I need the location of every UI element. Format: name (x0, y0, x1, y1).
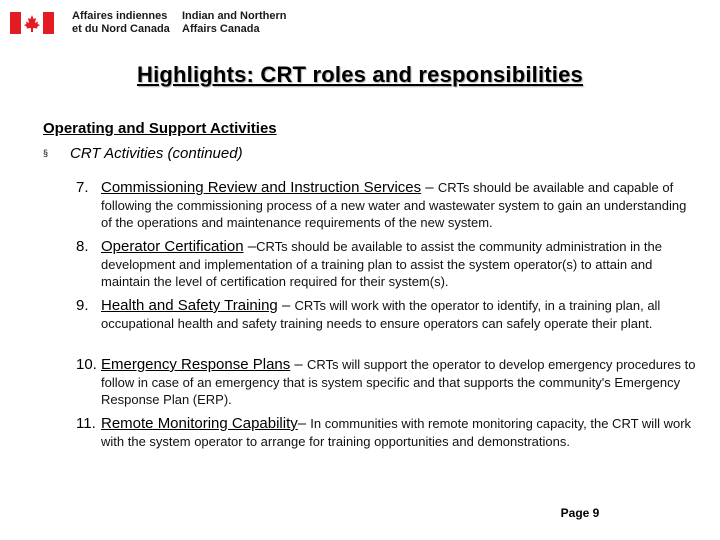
item-number: 8. (76, 238, 89, 255)
item-separator: – (290, 356, 307, 373)
list-item (76, 238, 696, 291)
item-content (101, 356, 696, 409)
item-text: CRTs will support the operator to develop emergency procedures to follow in case of an emergency that is system specific and that supports the community's Emergency Response Plan (ERP). (101, 357, 696, 407)
list-item (76, 356, 696, 409)
item-content (101, 238, 696, 291)
item-number: 9. (76, 297, 89, 314)
item-lead: Commissioning Review and Instruction Services (101, 179, 422, 196)
item-separator: – (297, 415, 311, 432)
item-number: 7. (76, 179, 89, 196)
item-lead: Health and Safety Training (101, 297, 278, 314)
list-item (76, 297, 696, 332)
org-en-line1: Indian and Northern (182, 10, 287, 22)
page-number: Page 9 (560, 506, 600, 520)
item-content (101, 415, 696, 450)
item-text: CRTs should be available and capable of following the commissioning process of a new water and wastewater system to gain an understanding of the operations and maintenance requirements of the new system. (101, 180, 687, 230)
org-fr-line2: et du Nord Canada (72, 23, 170, 35)
org-name-french (72, 10, 170, 36)
org-name-english (182, 10, 287, 36)
item-text: In communities with remote monitoring capacity, the CRT will work with the system operator to arrange for training opportunities and demonstrations. (101, 416, 692, 449)
item-separator: – (243, 238, 257, 255)
item-content (101, 297, 696, 332)
list-item (76, 415, 696, 450)
item-number: 11. (76, 415, 96, 432)
list-item (76, 179, 696, 232)
item-lead: Remote Monitoring Capability (101, 415, 298, 432)
canada-flag-icon (10, 12, 54, 34)
org-en-line2: Affairs Canada (182, 23, 260, 35)
item-text: CRTs should be available to assist the community administration in the development and implementation of a training plan to assist the system operator(s) to attain and maintain the level of certification required for their system(s). (101, 239, 662, 289)
item-text: CRTs will work with the operator to identify, in a training plan, all occupational health and safety training needs to ensure operators can safely operate their plant. (101, 298, 661, 331)
bullet-icon: § (43, 148, 49, 158)
item-separator: – (277, 297, 295, 314)
org-fr-line1: Affaires indiennes (72, 10, 168, 22)
item-number: 10. (76, 356, 97, 373)
section-heading: Operating and Support Activities (43, 120, 277, 137)
slide-title: Highlights: CRT roles and responsibilities (136, 62, 583, 87)
item-content (101, 179, 696, 232)
item-separator: – (421, 179, 438, 196)
item-lead: Operator Certification (101, 238, 244, 255)
item-lead: Emergency Response Plans (101, 356, 291, 373)
bullet-text: CRT Activities (continued) (70, 145, 243, 162)
